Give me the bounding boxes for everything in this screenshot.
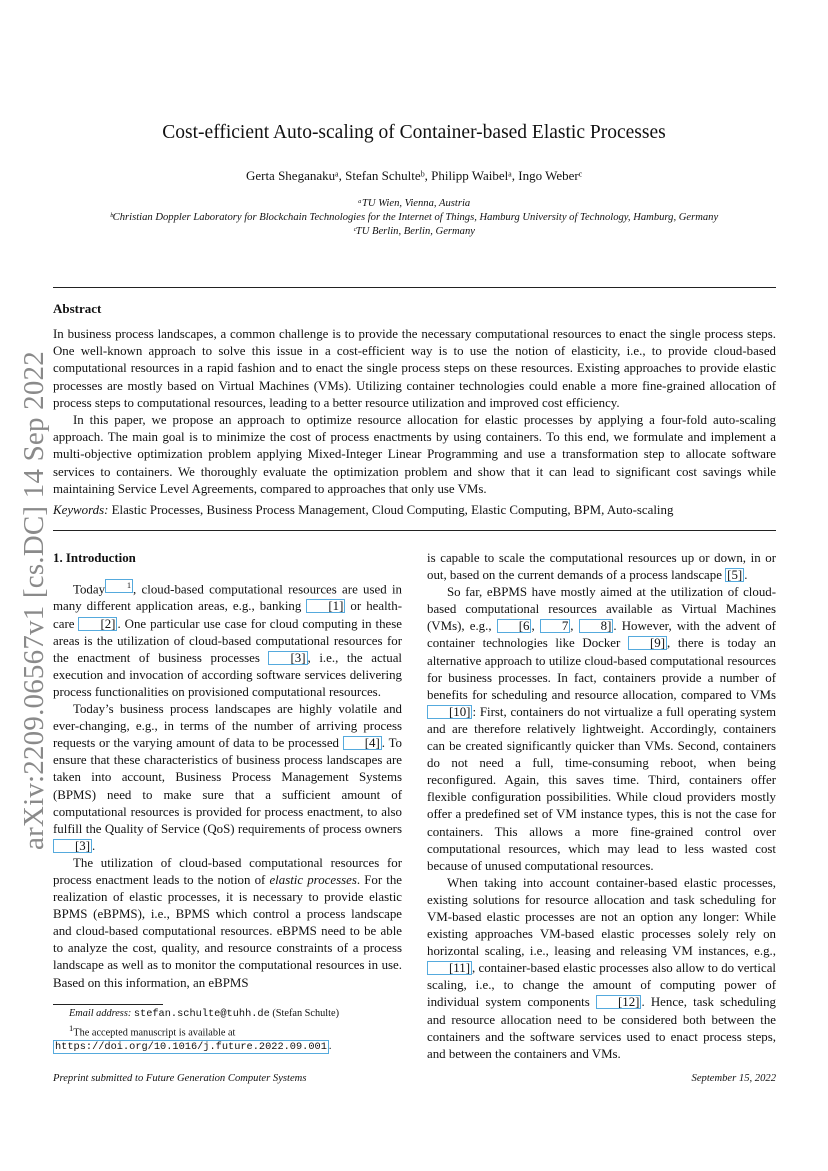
citation-link[interactable]: [4] (343, 736, 382, 750)
footnote-rule (53, 1004, 163, 1005)
citation-link[interactable]: [12] (596, 995, 641, 1009)
footnote-text: The accepted manuscript is available at (73, 1027, 236, 1039)
footnote-email (53, 1007, 403, 1021)
citation-link[interactable]: [11] (427, 961, 472, 975)
intro-paragraph-6: When taking into account container-based elastic processes, existing solutions for resource allocation and task scheduling for VM-based elastic processes are not an option any longer: While existing approaches VM-based elastic processes solely rely on horizontal scaling, i.e., leasing and releasing VM instances, e.g., [11] , container-based elastic processes also allow to do vertical scaling, i.e., to change the amount of computing power of individual system components [12] . Hence, task scheduling and resource allocation need to be considered both between the containers and the software services used to enact process steps, and between the containers and VMs. (427, 875, 776, 1061)
intro-paragraph-2: Today’s business process landscapes are highly volatile and ever-changing, e.g., in terms of the number of arriving process requests or the varying amount of data to be processed [4] . To ensure that these characteristics of business process landscapes are taken into account, Business Process Management Systems (BPMS) need to make sure that a sufficient amount of computational resources is provided for process enactment, to also fulfill the Quality of Service (QoS) requirements of process owners [3] . (53, 702, 402, 853)
citation-link[interactable]: [5] (727, 568, 743, 583)
citation-link[interactable]: [6 (497, 619, 532, 633)
footnote-number: 1 (69, 1023, 74, 1033)
footer-date: September 15, 2022 (691, 1073, 776, 1084)
intro-paragraph-3: The utilization of cloud-based computational resources for process enactment leads to the notion of elastic processes. For the realization of elastic processes, it is necessary to provide elastic BPMS (eBPMS), i.e., BPMS which control a process landscape and cloud-based computational resources. eBPMS need to be able to analyze the cost, quality, and resource constraints of a process landscape as well as to monitor the computational resources in use. Based on this information, an eBPMS (53, 855, 403, 990)
left-column (53, 550, 402, 992)
citation-link[interactable]: [2] (78, 617, 117, 631)
citation-link[interactable]: 8] (579, 619, 614, 633)
intro-paragraph-5: So far, eBPMS have mostly aimed at the utilization of cloud-based computational resources available as Virtual Machines (VMs), e.g., [6 , 7 , 8] . However, with the advent of container technologies like Docker [9] , there is today an alternative approach to utilize cloud-based computational resources for business processes. In fact, containers provide a number of benefits for scheduling and resource allocation, compared to VMs [10] : First, containers do not virtualize a full operating system and are therefore relatively lightweight. Accordingly, containers can be created significantly quicker than VMs. Second, containers do not need a full, time-consuming reboot, when being reconfigured. Again, this saves time. Third, containers offer flexible configuration possibilities. While cloud providers mostly offer a predefined set of VM instance types, this is not the case for containers. This allows a more fine-grained control over computational resources, which may lead to less wasted cost because of unused computational resources. (427, 585, 777, 873)
email-label: Email address: (69, 1008, 132, 1019)
email-address[interactable]: stefan.schulte@tuhh.de (133, 1008, 270, 1020)
author-list: Gerta Sheganakuᵃ, Stefan Schulteᵇ, Philipp Waibelᵃ, Ingo Weberᶜ (245, 168, 583, 183)
abstract-heading: Abstract (53, 301, 102, 316)
right-column (427, 550, 776, 1063)
abstract-paragraph-1: In business process landscapes, a common challenge is to provide the necessary computational resources to enact the single process steps. One well-known approach to solve this issue in a cost-efficient way is to use the notion of elasticity, i.e., to provide cloud-based computational resources in a rapid fashion and to enact the single process steps on these resources. Existing approaches to provide elastic processes are mostly based on Virtual Machines (VMs). Utilizing container technologies could enable a more fine-grained allocation of process steps to computational resources, leading to a better resource utilization and improved cost efficiency. (53, 327, 776, 410)
intro-paragraph-1: Today $^1$ , cloud-based computational resources are used in many different application areas, e.g., banking [1] or health-care [2] . One particular use case for cloud computing in these areas is the utilization of cloud-based computational resources for the enactment of business processes [3] , i.e., the actual execution and invocation of according software services delivering process functionalities on provisioned computational resources. (53, 581, 402, 699)
keywords-label: Keywords: (53, 503, 109, 517)
arxiv-identifier: arXiv:2209.06567v1 [cs.DC] 14 Sep 2022 (18, 351, 50, 850)
intro-paragraph-4: is capable to scale the computational resources up or down, in or out, based on the current demands of a process landscape [5] . (427, 551, 776, 583)
citation-link[interactable]: [3] (268, 651, 307, 665)
citation-link[interactable]: [1] (306, 599, 345, 613)
abstract-paragraph-2: In this paper, we propose an approach to optimize resource allocation for elastic processes by applying a four-fold auto-scaling approach. The main goal is to minimize the cost of process enactments by using containers. To this end, we formulate and implement a multi-objective optimization problem applying Mixed-Integer Linear Programming and use a transformation step to allocate software services to containers. We thoroughly evaluate the optimization problem and show that it can lead to significant cost savings while maintaining Service Level Agreements, compared to approaches that only use VMs. (53, 413, 776, 496)
doi-link[interactable]: https://doi.org/10.1016/j.future.2022.09.001 (55, 1041, 327, 1054)
email-owner: (Stefan Schulte) (272, 1008, 339, 1019)
affiliation-a: ᵃTU Wien, Vienna, Austria (357, 198, 471, 209)
keywords-line (53, 503, 776, 518)
keywords-text: Elastic Processes, Business Process Management, Cloud Computing, Elastic Computing, BPM, Auto-scaling (111, 503, 674, 517)
top-rule (53, 287, 776, 288)
footnote-1: $^1$The accepted manuscript is available at https://doi.org/10.1016/j.future.2022.09.001 . (55, 1023, 332, 1054)
abstract-body (53, 326, 776, 498)
section-heading-introduction: 1. Introduction (53, 551, 136, 565)
citation-link[interactable]: [9] (628, 636, 667, 650)
paper-title: Cost-efficient Auto-scaling of Container-based Elastic Processes (162, 122, 666, 143)
footer-preprint-note: Preprint submitted to Future Generation Computer Systems (53, 1073, 307, 1084)
citation-link[interactable]: [10] (427, 705, 472, 719)
citation-link[interactable]: 7 (540, 619, 570, 633)
affiliation-b: ᵇChristian Doppler Laboratory for Blockchain Technologies for the Internet of Things, Hamburg University of Technology, Hamburg, Germany (109, 212, 719, 223)
mid-rule (53, 530, 776, 531)
affiliation-c: ᶜTU Berlin, Berlin, Germany (353, 226, 475, 237)
footnote-marker[interactable]: 1 (105, 579, 133, 593)
citation-link[interactable]: [3] (53, 839, 92, 853)
